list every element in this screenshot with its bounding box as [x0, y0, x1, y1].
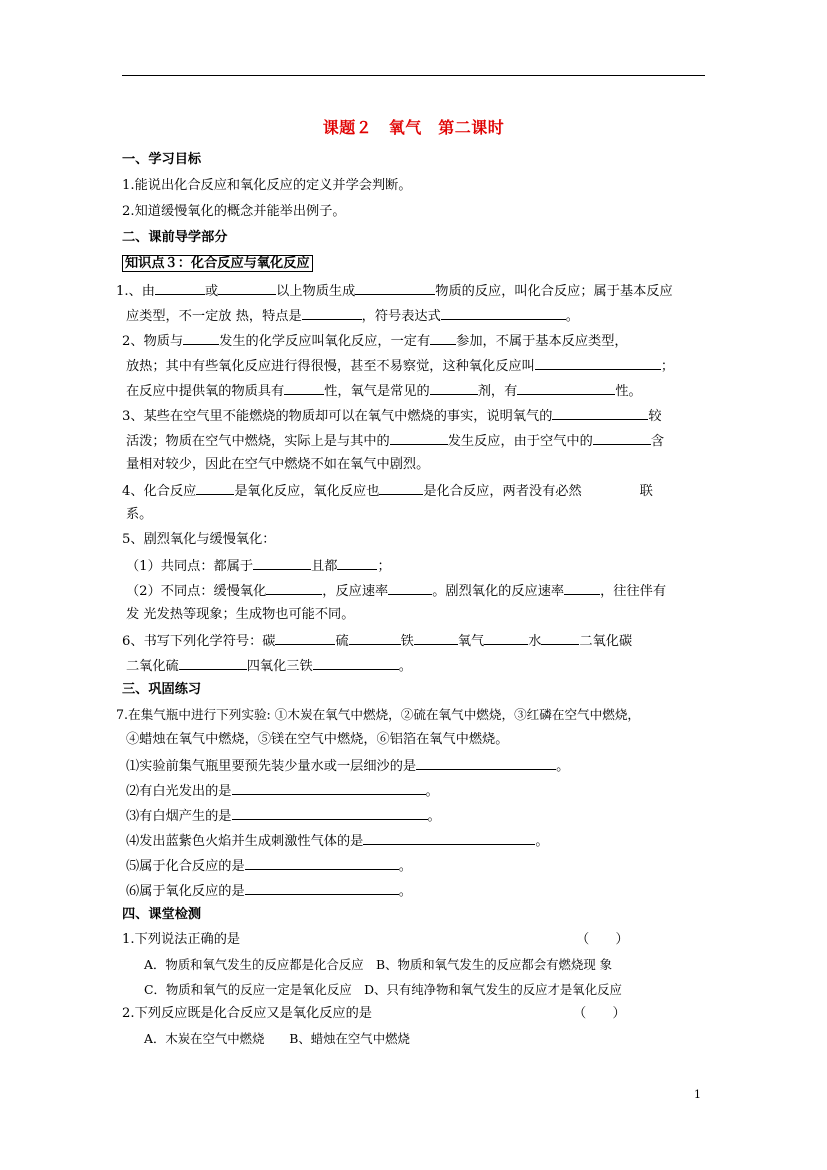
q5-common: （1）共同点：都属于 且都 ； [126, 559, 391, 574]
q7-part-2: ⑵有白光发出的是 。 [126, 784, 439, 799]
q2-line-2: 放热；其中有些氧化反应进行得很慢，甚至不易察觉，这种氧化反应叫 ； [126, 359, 674, 374]
knowledge-point-box [122, 256, 313, 272]
section-heading-test: 四、课堂检测 [122, 907, 202, 922]
knowledge-point-label: 知识点３：化合反应与氧化反应 [122, 255, 313, 272]
q7-part-1: ⑴实验前集气瓶里要预先装少量水或一层细沙的是 。 [126, 759, 570, 774]
section-heading-practice: 三、巩固练习 [122, 682, 202, 697]
q7-line-1: 7.在集气瓶中进行下列实验: ①木炭在氧气中燃烧，②硫在氧气中燃烧，③红磷在空气中燃烧， [116, 707, 641, 722]
test-q1-answer-paren: （ ） [576, 932, 629, 947]
q6-line-1: 6、书写下列化学符号：碳 硫 铁 氧气 水 二氧化碳 [122, 634, 633, 649]
q7-part-6: ⑹属于氧化反应的是 。 [126, 884, 412, 899]
page-number: 1 [694, 1088, 701, 1101]
test-q1-options-cd: C．物质和氧气的反应一定是氧化反应 D、只有纯净物和氧气发生的反应才是氧化反应 [144, 982, 622, 997]
q5-heading: 5、剧烈氧化与缓慢氧化： [122, 532, 276, 547]
q1-line-1: 1.、由 或 以上物质生成 物质的反应，叫化合反应；属于基本反应 [116, 284, 673, 299]
q7-line-2: ④蜡烛在氧气中燃烧，⑤镁在空气中燃烧，⑥铝箔在氧气中燃烧。 [126, 732, 509, 747]
goal-1: 1.能说出化合反应和氧化反应的定义并学会判断。 [122, 178, 412, 193]
test-q2-options-ab: A．木炭在空气中燃烧 B、蜡烛在空气中燃烧 [144, 1031, 410, 1046]
q7-part-4: ⑷发出蓝紫色火焰并生成刺激性气体的是 。 [126, 834, 549, 849]
q3-line-1: 3、某些在空气里不能燃烧的物质却可以在氧气中燃烧的事实，说明氧气的 较 [122, 409, 662, 424]
q5-diff-cont: 发 光发热等现象；生成物也可能不同。 [126, 607, 355, 622]
header-rule [122, 75, 705, 76]
q2-line-3: 在反应中提供氧的物质具有 性，氧气是常见的 剂，有 性。 [126, 384, 642, 399]
q7-part-3: ⑶有白烟产生的是 。 [126, 809, 441, 824]
q2-line-1: 2、物质与 发生的化学反应叫氧化反应，一定有 参加，不属于基本反应类型， [122, 334, 628, 349]
section-heading-goals: 一、学习目标 [122, 152, 202, 167]
q1-line-2: 应类型，不一定放 热，特点是 ，符号表达式 。 [126, 309, 579, 324]
q3-line-2: 活泼；物质在空气中燃烧，实际上是与其中的 发生反应，由于空气中的 含 [126, 434, 664, 449]
test-q2-answer-paren: （ ） [573, 1006, 626, 1021]
test-q2: 2.下列反应既是化合反应又是氧化反应的是 [122, 1006, 372, 1021]
q3-line-3: 量相对较少，因此在空气中燃烧不如在氧气中剧烈。 [126, 457, 430, 472]
q4-line-1: 4、化合反应 是氧化反应，氧化反应也 是化合反应，两者没有必然 联 [122, 484, 653, 499]
test-q1: 1.下列说法正确的是 [122, 932, 241, 947]
section-heading-preview: 二、课前导学部分 [122, 230, 228, 245]
q7-part-5: ⑸属于化合反应的是 。 [126, 859, 412, 874]
test-q1-options-ab: A．物质和氧气发生的反应都是化合反应 B、物质和氧气发生的反应都会有燃烧现 象 [144, 957, 613, 972]
q5-diff: （2）不同点：缓慢氧化 ，反应速率 。剧烈氧化的反应速率 ，往往伴有 [126, 584, 667, 599]
q4-line-2: 系。 [126, 507, 153, 522]
q6-line-2: 二氧化硫 四氧化三铁 。 [126, 659, 412, 674]
goal-2: 2.知道缓慢氧化的概念并能举出例子。 [122, 204, 346, 219]
page-title: 课题２ 氧气 第二课时 [322, 118, 505, 137]
